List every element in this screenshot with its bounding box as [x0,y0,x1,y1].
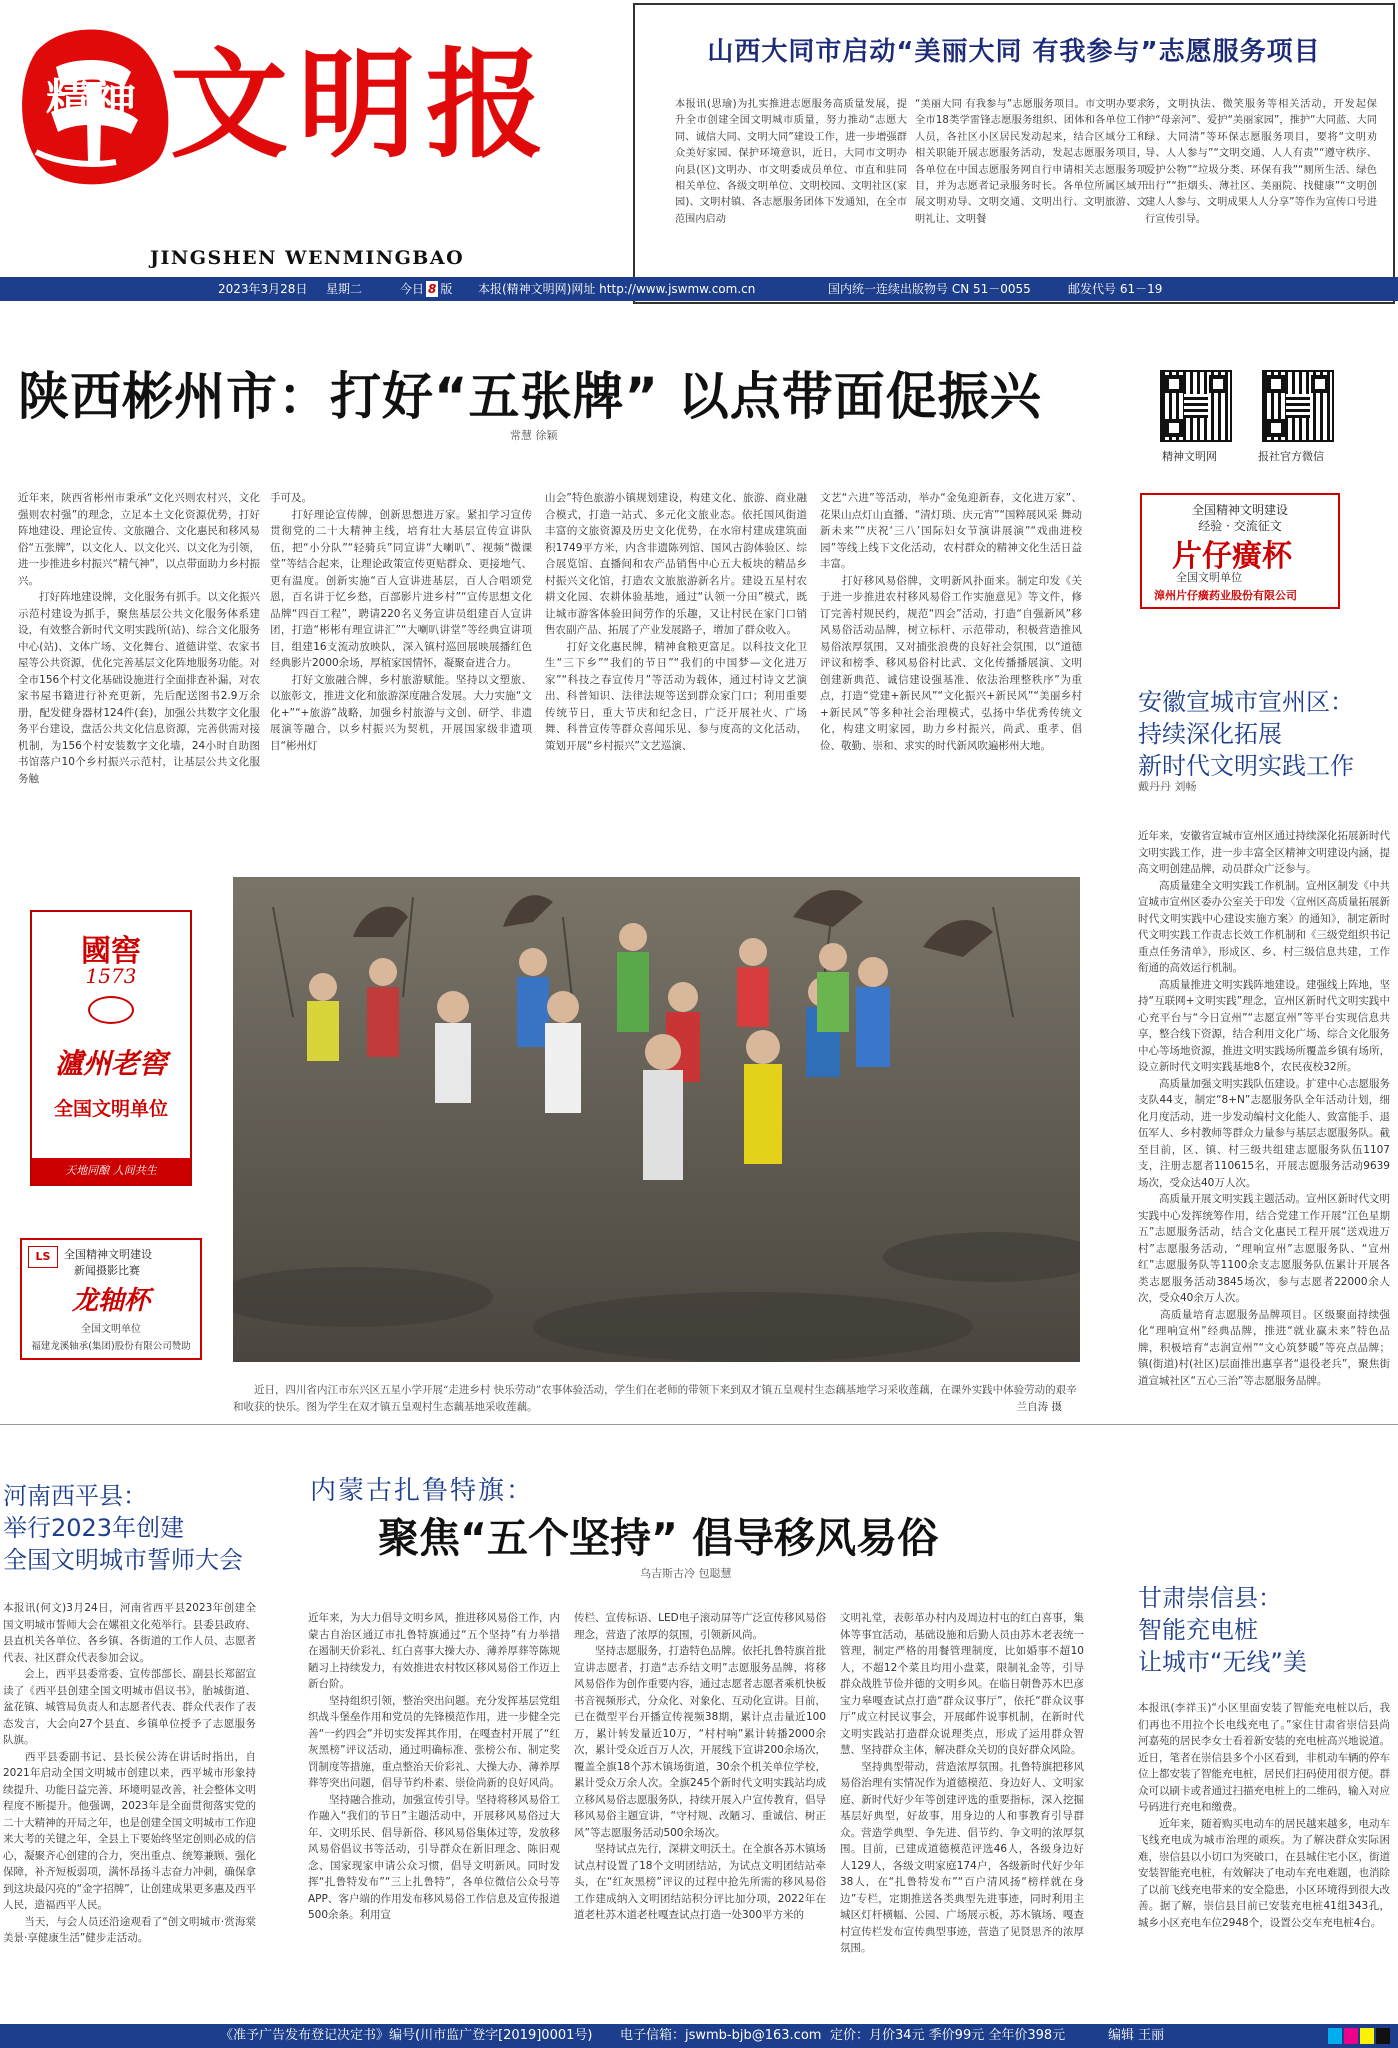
chongxin-title-3: 让城市“无线”美 [1138,1648,1307,1676]
zhalute-col2: 传栏、宣传标语、LED电子滚动屏等广泛宣传移风易俗理念，营造了浓厚的氛围，引领新风尚。 坚持志愿服务，打造特色品牌。依托扎鲁特旗首批宣讲志愿者，打造“志乔结文明”志愿服务品牌，将移风易俗作为创作重要内容，通过志愿者志愿者乘机快板书音视频形式，分众化、对象化、互动化宣讲。目前，已在微型平台开播宣传视频38期，累计点击量近100万，累计转发量近10万，“村村响”累计转播2000余次，累计受众近百万人次，开展线下宣讲200余场次，覆盖全旗18个苏木镇场街道，30余个机关单位学校，累计受众万余人次。全旗245个新时代文明实践站均成立移风易俗志愿服务队，持续开展入户宣传教育，倡导移风易俗主题宣讲，“守村规、改陋习、重诚信、树正风”等志愿服务活动500余场次。 坚持试点先行，深耕文明沃土。在全旗各苏木镇场试点村设置了18个文明团结站，为试点文明团结站牵头，在“红灰黑榜”评议的过程中抢先所需的移风易俗工作建成纳入文明团结站积分评比加分项，2022年在道老杜苏木道老杜嘎查试点打造一处300平方米的 [574,1612,826,1921]
dateline-website[interactable]: 本报(精神文明网)网址 http://www.jswmw.com.cn [478,282,756,296]
section-divider [0,1424,1398,1425]
top-news-title: 山西大同市启动“美丽大同 有我参与”志愿服务项目 [707,37,1321,67]
xuancheng-title-3: 新时代文明实践工作 [1138,752,1354,780]
logo-small-text: 精神 [46,75,138,126]
xiping-title-2: 举行2023年创建 [3,1514,185,1542]
ad-pzh-line2: 经验 · 交流征文 [1198,519,1282,533]
cmyk-yellow-mark-right [1360,2028,1374,2044]
chongxin-text: 本报讯(李祥玉)“小区里面安装了智能充电桩以后，我们再也不用拉个长电线充电了。”家住甘肃省崇信县尚河嘉苑的居民李女士看着新安装的充电桩高兴地说道。近日，笔者在崇信县多个小区看到，非机动车辆的停车位上都安装了智能充电桩，居民们扫码使用很方便。群众可以刷卡或者通过扫描充电桩上的二维码，输入对应号码进行充电和缴费。 近年来，随着购买电动车的居民越来越多，电动车飞线充电成为城市治理的顽疾。为了解决群众实际困难，崇信县以小切口为突破口，在县城住宅小区，街道安装智能充电桩，有效解决了电动车充电难题，也消除了以前飞线充电带来的安全隐患，小区环境得到很大改善。据了解，崇信县目前已安装充电桩41组343孔，城乡小区充电车位2948个，设置公交车充电桩4台。 [1138,1702,1390,1929]
ad-guojiao[interactable] [30,910,192,1186]
photo-caption [233,1382,1080,1416]
lead-col2: 手可及。 打好理论宣传牌，创新思想进万家。紧扣学习宣传贯彻党的二十大精神主线，培育壮大基层宣传宣讲队伍，把“小分队”“轻骑兵”同宣讲“大喇叭”、视频“微课堂”等结合起来，让理论政策宣传更贴群众、更接地气、更有温度。创新实施“百人宣讲进基层，百人合唱颂党恩，百名讲于忆乡愁，百部影片进乡村”“宣传思想文化品牌“四百工程”，聘请220名义务宣讲员组建百人宣讲团，打造“彬彬有理宣讲汇”“大喇叭讲堂”等经典宣讲项目，组建16支流动放映队，深入镇村巡回展映展播红色经典影片2000余场，厚植家国情怀，凝聚奋进合力。 打好文旅融合牌，乡村旅游赋能。坚持以文塑旅、以旅彰文，推进文化和旅游深度融合发展。大力实施“文化+”“+旅游”战略，加强乡村旅游与文创、研学、非遗展演等融合，以乡村振兴为契机，开展国家级非遗项目“彬州灯 [270,492,532,752]
footer-email[interactable]: 电子信箱：jswmb-bjb@163.com [620,2028,822,2043]
zhalute-headline: 聚焦“五个坚持” 倡导移风易俗 [378,1514,939,1562]
lead-col3: 山会”特色旅游小镇规划建设，构建文化、旅游、商业融合模式，打造一站式、多元化文旅业态。依托国风街道丰富的文旅资源及历史文化优势，在水帘村建成建筑面积1749平方米，内含非遗陈列馆、国风古韵体验区、综合展览馆、直播间和农产品销售中心五大板块的精品乡村振兴文化馆，打造农文旅旅游新名片。建设五星村农耕文化园、农耕体验基地，通过“认领一分田”模式，既让城市游客体验田间劳作的乐趣，又让村民在家门口销售农副产品、拓展了产业发展路子，增加了群众收入。 打好文化惠民牌，精神食粮更富足。以科技文化卫生“三下乡”“我们的节日”“我们的中国梦—文化进万家”“科技之春宣传月”等活动为载体，通过村诗文艺演出、科普知识、法律法规等送到群众家门口；利用重要传统节日，重大节庆和纪念日，广泛开展社火、广场舞、科普宣传等群众喜闻乐见、参与度高的文化活动，策划开展“乡村振兴”文艺巡演、 [545,492,807,752]
mudfield-photo-icon [233,877,1080,1362]
footer-editor: 编辑 王丽 [1108,2028,1165,2043]
xuancheng-title-1: 安徽宣城市宣州区： [1138,688,1354,716]
cmyk-magenta-mark-right [1344,2028,1358,2044]
dateline-postal: 邮发代号 61－19 [1068,282,1163,296]
dateline-weekday: 星期二 [326,282,363,296]
ad-pzh-company: 漳州片仔癀药业股份有限公司 [1154,589,1297,602]
zhalute-kicker: 内蒙古扎鲁特旗： [310,1476,535,1506]
ad-lz-line2: 新闻摄影比赛 [74,1264,140,1277]
pages-prefix: 今日 [400,282,425,296]
pages-suffix: 版 [440,282,453,296]
zhalute-byline: 乌吉斯古冷 包聪慧 [640,1567,732,1580]
cmyk-black-mark-right [1376,2028,1390,2044]
ad-guojiao-slogan: 天地同酿 人间共生 [32,1158,190,1184]
xiping-text: 本报讯(何文)3月24日，河南省西平县2023年创建全国文明城市誓师大会在嫘祖文化苑举行。县委县政府、县直机关各单位、各乡镇、各街道的工作人员、志愿者代表、社区群众代表参加会议。 会上，西平县委常委、宣传部部长、副县长郑韶宣读了《西平县创建全国文明城市倡议书》，胎城街道、盆花镇、城管局负责人和志愿者代表、群众代表作了表态发言，大会向27个县直、乡镇单位授予了志愿服务队旗。 西平县委副书记、县长侯公涛在讲话时指出，自2021年启动全国文明城市创建以来，西平城市形象持续提升、功能日益完善、环境明显改善，社会整体文明程度不断提升。他强调，2023年是全面贯彻落实党的二十大精神的开局之年，也是创建全国文明城市工作迎来大考的关键之年，全县上下要始终坚定创则必成的信心，凝聚齐心创建的合力，突出重点、统筹兼顾、强化保障，补齐短板弱项，满怀昂扬斗志奋力冲刺，确保拿到这块最闪亮的“金字招牌”，让创建成果更多惠及西平人民，造福西平人民。 当天，与会人员还沿途观看了“创文明城市·赏海棠美景·享健康生活”健步走活动。 [3,1602,256,1944]
qr-right-label: 报社官方微信 [1258,450,1324,463]
ad-guojiao-brand: 國窖 [81,934,141,969]
zhalute-col3: 文明礼堂，表彰革办村内及周边村屯的红白喜事，集体等事宜活动，基础设施和后勤人员由苏木老表统一管理，制定严格的用餐管理制度，比如婚事不超10人，不超12个菜且均用小盘菜，限制礼金等，引导群众战胜节俭并德的文明乡风。在临日朝鲁苏木巴彦宝力皋嘎查试点打造“群众议事厅”，依托“群众议事厅”成立村民议事会，开展邮件说事机制，在新时代文明实践站打造群众说理类点，形成了运用群众智慧、坚持群众主体，解决群众关切的良好群众风险。 坚持典型带动，营造浓厚氛围。扎鲁特旗把移风易俗治理有实情况作为道德模范、身边好人、文明家庭、新时代好少年等创建评选的重要指标，深入挖掘基层好典型，好故事，用身边的人和事教育引导群众。营造学典型、争先进、倡节约、争文明的浓厚氛围。目前，已建成道德模范评选46人，各级身边好人129人，各级文明家庭174户，各级新时代好少年38人，在“扎鲁特发布”“百户清风扬“榜样就在身边”专栏，定期推送各类典型先进事迹，同时利用主城区灯杆横幅、公园、广场展示板，苏木镇场、嘎查村宣传栏发布宣传典型事迹，营造了见贤思齐的浓厚氛围。 [840,1612,1084,1954]
photo-caption-text: 近日，四川省内江市东兴区五星小学开展“走进乡村 快乐劳动”农事体验活动，学生们在老师的带领下来到双才镇五皇观村生态藕基地学习采收莲藕，在课外实践中体验劳动的艰辛和收获的快乐。图为学生在双才镇五皇观村生态藕基地采收莲藕。 [233,1384,1077,1413]
pages-number: 8 [428,282,437,296]
chongxin-title-2: 智能充电桩 [1138,1616,1258,1644]
xiping-title-3: 全国文明城市誓师大会 [3,1546,243,1574]
top-news-col1: 本报讯(思瑜)为扎实推进志愿服务高质量发展，提升全市创建全国文明城市质量，努力推动“志愿大同、诚信大同、文明大同”建设工作，进一步增强群众美好家园、保护环境意识，近日，大同市文明办向县(区)文明办、市文明委成员单位、市直和驻同相关单位、各级文明单位、文明校园、文明社区(家园)、文明村镇、各志愿服务团体下发通知，在全市范围内启动 [675,99,907,225]
ad-guojiao-seal-icon [88,996,134,1024]
lead-byline: 常慧 徐颖 [510,429,558,442]
ad-guojiao-name: 瀘州老窖 [54,1047,167,1080]
lead-col4: 文艺“六进”等活动，举办“金兔迎新春，文化进万家”、花果山点灯山直播、“清灯琐、庆元宵”“国粹展风采 舞动新未来”“庆祝‘三八’国际妇女节演讲展演”“戏曲进校园”等线上线下文化活动，农村群众的精神文化生活日益丰富。 打好移风易俗牌，文明新风扑面来。制定印发《关于进一步推进农村移风易俗工作实施意见》等文件，修订完善村规民约，规范“四会”活动，打造“自强新风”移风易俗活动品牌，树立标杆、示范带动，积极营造推风易俗浓厚氛围，又对捕张浪费的良好社会氛围，以“道德评议和榜季、移风易俗村比武、文化传播播展演、文明创建新典范、诚信建设强基准、依法治理整秩序”为重点，打造“党建+新民风”“文化振兴+新民风”“美丽乡村+新民风”等多种社会治理模式，弘扬中华优秀传统文化，构建文明家园，助力乡村振兴，尚武、重孝、倡俭、敬勤、崇和、求实的时代新风吹遍彬州大地。 [820,492,1082,752]
qr-code-right[interactable] [1262,370,1334,442]
ad-pzh-line1: 全国精神文明建设 [1191,503,1288,517]
ad-lz-brand: 龙轴杯 [71,1286,150,1316]
dateline-bar [0,277,1398,301]
ad-lz-logo-icon: LS [28,1246,58,1268]
cmyk-cyan-mark-right [1328,2028,1342,2044]
footer-notice: 《准予广告发布登记决定书》编号(川市监广登字[2019]0001号) [220,2028,593,2043]
ad-lz-line1: 全国精神文明建设 [64,1248,152,1261]
ad-guojiao-label: 全国文明单位 [53,1098,168,1120]
xiping-title-1: 河南西平县： [3,1482,147,1510]
chongxin-title-1: 甘肃崇信县： [1138,1584,1282,1612]
xuancheng-byline: 戴丹丹 刘畅 [1138,780,1197,793]
qr-code-left[interactable] [1160,370,1232,442]
zhalute-col1: 近年来，为大力倡导文明乡风，推进移风易俗工作，内蒙古自治区通辽市扎鲁特旗通过“五个坚持”有力举措在遏制天价彩礼、红白喜事大操大办、薄养厚葬等陈规陋习上持续发力，有效推进农村牧区移风易俗工作迈上新台阶。 坚持组织引领，整治突出问题。充分发挥基层党组织战斗堡垒作用和党员的先锋模范作用，进一步健全完善“一约四会”并切实发挥其作用，在嘎查村开展了“红灰黑榜”评议活动，通过明确标准、张榜公布、制定奖罚制度等措施，重点整治天价彩礼、大操大办、薄养厚葬等突出问题，倡导节约朴素、崇俭尚新的良好风尚。 坚持融合推动，加强宣传引导。坚持将移风易俗工作融入“我们的节日”主题活动中，开展移风易俗过大年、文明乐民、倡导新俗、移风易俗集体过等，发放移风易俗倡议书等活动，引导群众在新旧理念、陈旧观念、国家现家申请公众习惯，倡导文明新风。同时发挥“扎鲁特发布”“三上扎鲁特”，各单位微信公众号等APP、客户端的作用发布移风易俗工作信息及宣传报道500余条。利用宣 [308,1612,560,1921]
footer-bar [0,2024,1398,2048]
logo-seal [6,12,178,192]
ad-pzh-sub: 全国文明单位 [1176,571,1242,584]
lead-col1: 近年来，陕西省彬州市秉承“文化兴则农村兴，文化强则农村强”的理念，立足本土文化资源优势，打好阵地建设、理论宣传、文旅融合、文化惠民和移风易俗“五张牌”，以文化人、以文化兴、以文化为引领，进一步推进乡村振兴“精气神”，以点带面助力乡村振兴。 打好阵地建设牌，文化服务有抓手。以文化振兴示范村建设为抓手，聚焦基层公共文化服务体系建设，有效整合新时代文明实践所(站)、综合文化服务中心(站)、文体广场、文化舞台、道德讲堂、农家书屋等公共资源，优化完善基层文化阵地服务功能。对全市156个村文化基础设施进行全面排查补漏，对农家书屋书籍进行补充更新，先后配送图书2.9万余册，配发健身器材124件(套)，加强公共数字文化服务平台建设，盘活公共文化信息资源，完善供需对接机制，为156个村安装数字文化墙，24小时自助图书馆落户10个乡村振兴示范村，让基层公共文化服务触 [18,492,260,785]
top-news-col3: 务，文明执法、微笑服务等相关活动，开发起保护“母亲河”、爱护“美丽家园”，推护“大同蓝、大同绿、大同清”等环保志愿服务项目，要将“文明劝导、人人参与”“文明交通、人人有责”“遵守秩序、爱护公物”“垃圾分类、环保有我”“厕所生活、绿色出行”“拒烟头、薄社区、美丽院、找健康”“文明创建人人参与、文明成果人人分享”等作为宣传口号进行宣传引导。 [1145,99,1377,225]
ad-pianzaihuang[interactable] [1140,493,1340,609]
ad-pzh-brand: 片仔癀杯 [1172,539,1292,574]
footer-price: 定价：月价34元 季价99元 全年价398元 [830,2028,1066,2043]
ad-guojiao-year: 1573 [85,964,137,988]
xuancheng-title-2: 持续深化拓展 [1138,720,1282,748]
dateline-date: 2023年3月28日 [218,282,308,296]
qr-left-label: 精神文明网 [1162,450,1217,463]
top-news-col2: “美丽大同 有我参与”志愿服务项目。市文明办要求全市18类学雷锋志愿服务组织、团体和各单位工作人员，各社区小区居民发动起来，结合区域分工和相关职能开展志愿服务活动，发起志愿服务项目，各单位在中国志愿服务网自行申请相关志愿服务项目，并为志愿者记录服务时长。各单位所属区域开展文明劝导、文明交通、文明出行、文明旅游、文明礼让、文明餐 [915,99,1147,225]
main-photo [233,877,1080,1362]
ad-longzhou[interactable] [20,1238,202,1360]
lead-headline: 陕西彬州市：打好“五张牌” 以点带面促振兴 [18,368,1042,427]
dateline-issn: 国内统一连续出版物号 CN 51－0055 [828,282,1031,296]
ad-lz-company: 福建龙溪轴承(集团)股份有限公司赞助 [31,1341,191,1352]
photo-credit: 兰自涛 摄 [1016,1401,1062,1413]
xuancheng-text: 近年来，安徽省宣城市宣州区通过持续深化拓展新时代文明实践工作，进一步丰富全区精神文明建设内涵，提高文明创建品牌，动员群众广泛参与。 高质量建全文明实践工作机制。宣州区制发《中共宣城市宣州区委办公室关于印发〈宣州区高质量拓展新时代文明实践中心建设实施方案〉的通知》，制定新时代文明实践工作责志长效工作机制和《三级党组织书记重点任务清单》，形成区、乡、村三级信息共建，工作衔通的高效运行机制。 高质量推进文明实践阵地建设。建强线上阵地，坚持“互联网+文明实践”理念，宣州区新时代文明实践中心充平台与“今日宣州”“志愿宣州”等平台实现信息共享，整合线下资源，结合利用文化广场、综合文化服务中心等场地资源，推进文明实践场所覆盖乡镇有场所，设立新时代文明实践基地8个，农民夜校32所。 高质量加强文明实践队伍建设。扩建中心志愿服务支队44支，制定“8+N”志愿服务队全年活动计划，细化月度活动，进一步发动编村文化能人、致富能手、退伍军人、乡村教师等群众力量参与基层志愿服务队。截至目前，区、镇、村三级共组建志愿服务队伍1107支，注册志愿者110615名，开展志愿服务活动9639场次，受众达40万人次。 高质量开展文明实践主题活动。宣州区新时代文明实践中心发挥统筹作用，结合党建工作开展“江色星期五”志愿服务活动，结合文化惠民工程开展“送戏进万村”志愿服务活动，“理响宣州”志愿服务队、“宣州红”志愿服务队等1100余支志愿服务队伍累计开展各类志愿服务活动3845场次，参与志愿者22000余人次，受众40余万人次。 高质量培育志愿服务品牌项目。区级聚面持续强化“理响宣州”经典品牌，推进“就业赢未来”特色品牌，积极培育“志润宣州”“文心筑梦暖”等亮点品牌；镇(街道)村(社区)层面推出惠享者“退役老兵”，聚焦街道宣城社区“五心三治”等志愿服务品牌。 [1138,830,1390,1387]
logo-pinyin: JINGSHEN WENMINGBAO [150,247,465,269]
top-news-box [633,3,1395,304]
dateline-pages [400,277,452,301]
logo-title: 文明报 [170,35,555,174]
ad-lz-sub: 全国文明单位 [81,1324,141,1335]
